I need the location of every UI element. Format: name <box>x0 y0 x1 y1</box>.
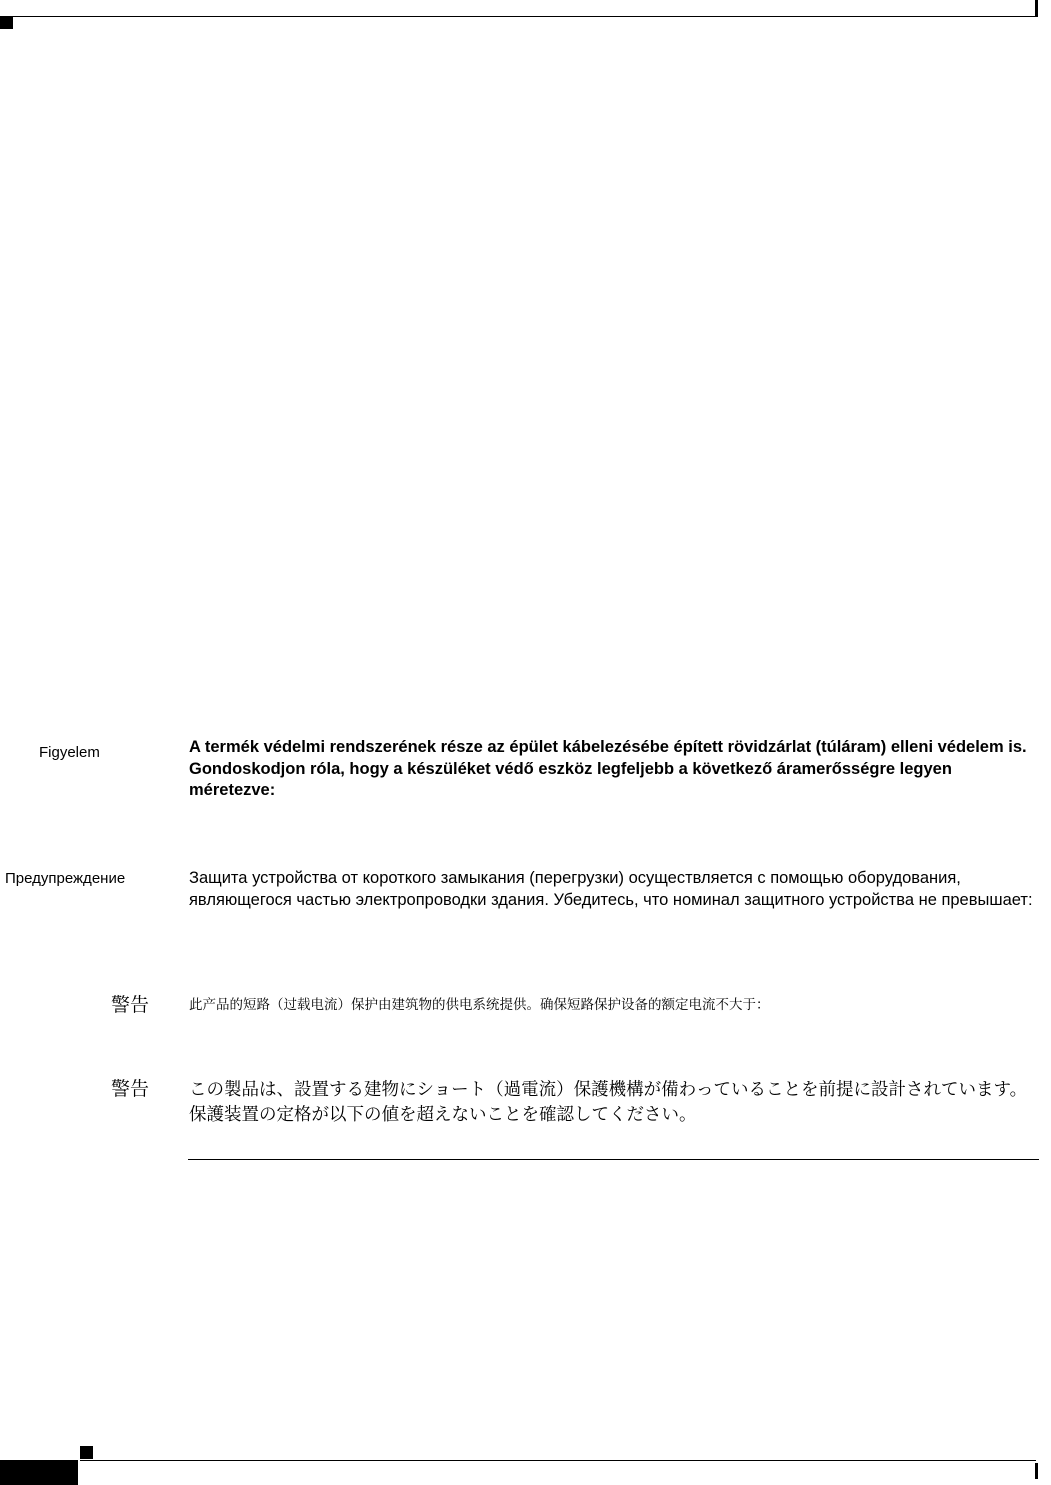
warning-label-japanese: 警告 <box>111 1079 150 1100</box>
page-number-block <box>0 1460 78 1485</box>
bottom-right-crop-mark <box>1035 1463 1038 1479</box>
warning-label-hungarian: Figyelem <box>39 744 100 761</box>
warning-text-hungarian: A termék védelmi rendszerének része az épület kábelezésébe épített rövidzárlat (túláram) elleni védelem is. Gondoskodjon róla, hogy a készüléket védő eszköz legfeljebb a következő áramerősségre legyen méretezve: <box>189 738 1027 799</box>
warning-label-russian: Предупреждение <box>5 870 126 887</box>
top-left-marker <box>0 17 13 29</box>
warning-text-japanese: この製品は、設置する建物にショート（過電流）保護機構が備わっていることを前提に設計されています。保護装置の定格が以下の値を超えないことを確認してください。 <box>189 1079 1028 1124</box>
warning-label-chinese: 警告 <box>111 995 150 1016</box>
bottom-rule <box>80 1460 1036 1461</box>
bottom-left-marker <box>80 1446 93 1459</box>
top-rule <box>0 16 1036 17</box>
section-end-rule <box>188 1159 1039 1160</box>
warning-text-russian: Защита устройства от короткого замыкания (перегрузки) осуществляется с помощью оборудования, являющегося частью электропроводки здания. Убедитесь, что номинал защитного устройства не превышает: <box>189 869 1033 909</box>
top-right-crop-mark <box>1035 0 1038 17</box>
warning-text-chinese: 此产品的短路（过载电流）保护由建筑物的供电系统提供。确保短路保护设备的额定电流不大于： <box>189 997 770 1012</box>
